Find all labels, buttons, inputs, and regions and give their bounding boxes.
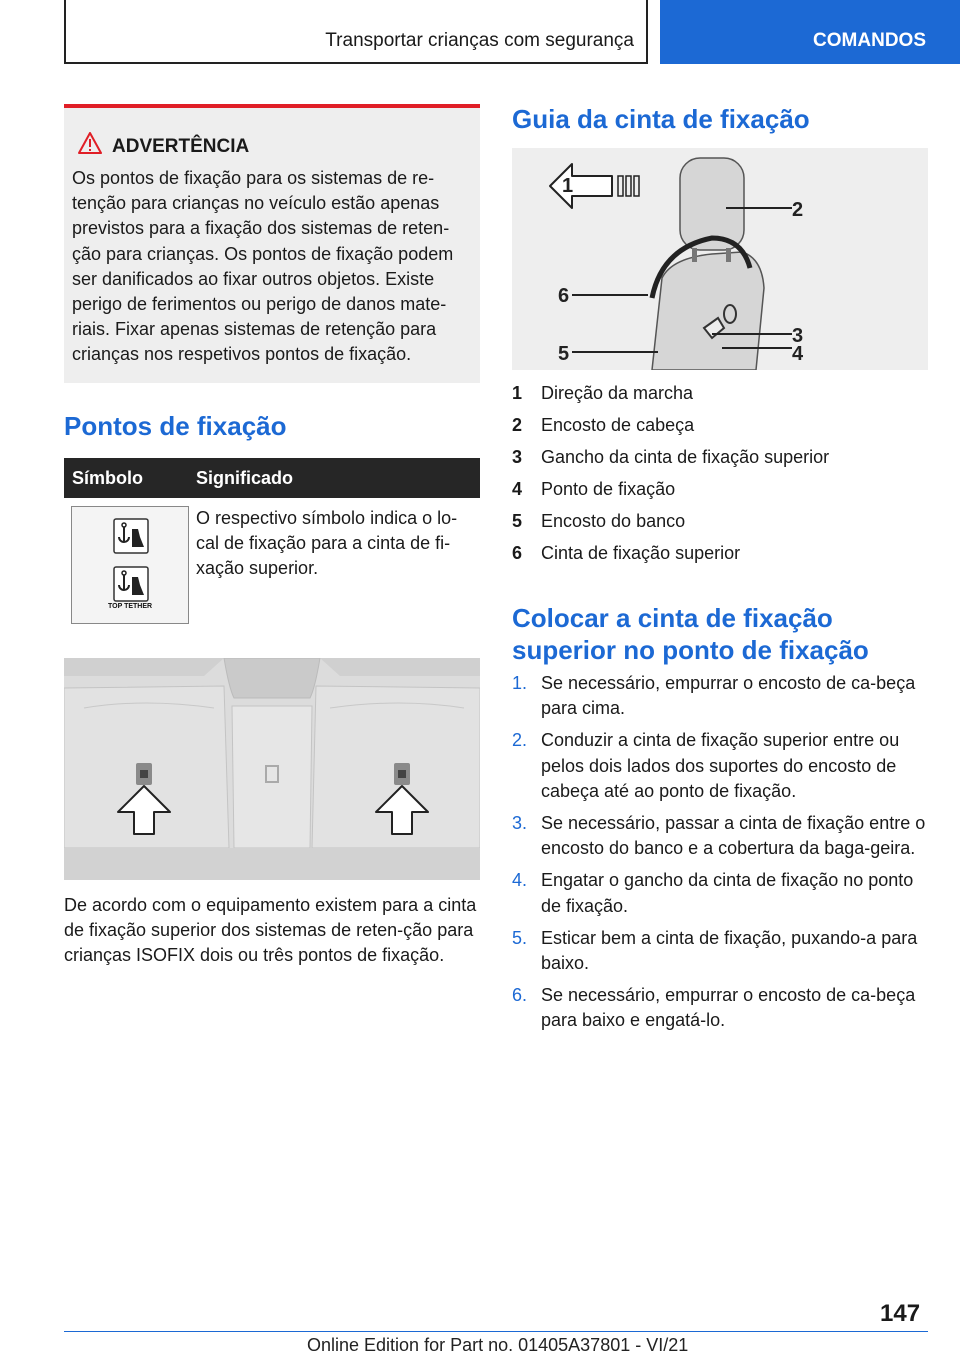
symbol-meaning: O respectivo símbolo indica o lo-cal de fixação para a cinta de fi-xação superior.	[196, 508, 458, 579]
callout-4: 4	[792, 343, 804, 365]
callout-2: 2	[792, 199, 804, 221]
instruction-steps	[512, 671, 928, 1041]
legend-item: 1 Direção da marcha	[512, 383, 694, 403]
legend-item: 6 Cinta de fixação superior	[512, 543, 741, 563]
step-item: 5. Esticar bem a cinta de fixação, puxando-a para baixo.	[512, 927, 918, 974]
chapter-tab[interactable]	[660, 0, 960, 64]
heading-strap-guide: Guia da cinta de fixação	[512, 104, 810, 134]
page-number: 147	[880, 1300, 921, 1327]
isofix-paragraph: De acordo com o equipamento existem para a cinta de fixação superior dos sistemas de reten-ção para crianças ISOFIX dois ou três pontos de fixação.	[64, 895, 477, 966]
anchor-points-photo	[64, 658, 480, 880]
heading-attach-strap: Colocar a cinta de fixação superior no ponto de fixação	[512, 603, 869, 665]
symbol-caption: TOP TETHER	[108, 603, 153, 610]
header-section-box	[64, 0, 648, 64]
step-item: 4. Engatar o gancho da cinta de fixação no ponto de fixação.	[512, 870, 914, 916]
section-title: Transportar crianças com segurança	[325, 30, 634, 51]
header-symbol: Símbolo	[72, 468, 143, 488]
tether-guide-diagram	[512, 148, 928, 370]
step-item: 3. Se necessário, passar a cinta de fixação entre o encosto do banco e a cobertura da baga-geira.	[512, 813, 926, 859]
heading-anchor-points: Pontos de fixação	[64, 411, 287, 441]
legend-item: 2 Encosto de cabeça	[512, 415, 695, 435]
callout-3: 3	[792, 325, 804, 347]
step-item: 2. Conduzir a cinta de fixação superior entre ou pelos dois lados dos suportes do encosto de cabeça até ao ponto de fixação.	[512, 730, 900, 801]
warning-triangle-icon	[78, 132, 102, 154]
symbol-table	[64, 458, 480, 675]
legend-item: 4 Ponto de fixação	[512, 479, 676, 499]
step-item: 1. Se necessário, empurrar o encosto de ca-beça para cima.	[512, 673, 916, 719]
table-header	[64, 458, 480, 498]
step-item: 6. Se necessário, empurrar o encosto de ca-beça para baixo e engatá-lo.	[512, 985, 916, 1031]
table-row	[64, 498, 480, 675]
legend-item: 3 Gancho da cinta de fixação superior	[512, 447, 830, 467]
callout-1: 1	[562, 175, 574, 197]
callout-5: 5	[558, 343, 570, 365]
warning-title: ADVERTÊNCIA	[112, 136, 250, 157]
callout-6: 6	[558, 285, 570, 307]
chapter-label: COMANDOS	[813, 30, 926, 51]
top-tether-symbol	[71, 506, 189, 624]
footer-divider	[64, 1331, 928, 1332]
warning-text: Os pontos de fixação para os sistemas de re-tenção para crianças no veículo estão apenas previstos para a fixação dos sistemas de reten-ção para crianças. Os pontos de fixação podem ser danificados ao fixar outros objetos. Existe perigo de ferimentos ou perigo de danos mate-riais. Fixar apenas sistemas de retenção para crianças nos respetivos pontos de fixação.	[72, 168, 454, 365]
header-meaning: Significado	[196, 468, 294, 488]
footer-edition: Online Edition for Part no. 01405A37801 - VI/21	[307, 1335, 689, 1355]
diagram-legend	[512, 381, 928, 573]
legend-item: 5 Encosto do banco	[512, 511, 686, 531]
warning-box	[64, 104, 480, 383]
